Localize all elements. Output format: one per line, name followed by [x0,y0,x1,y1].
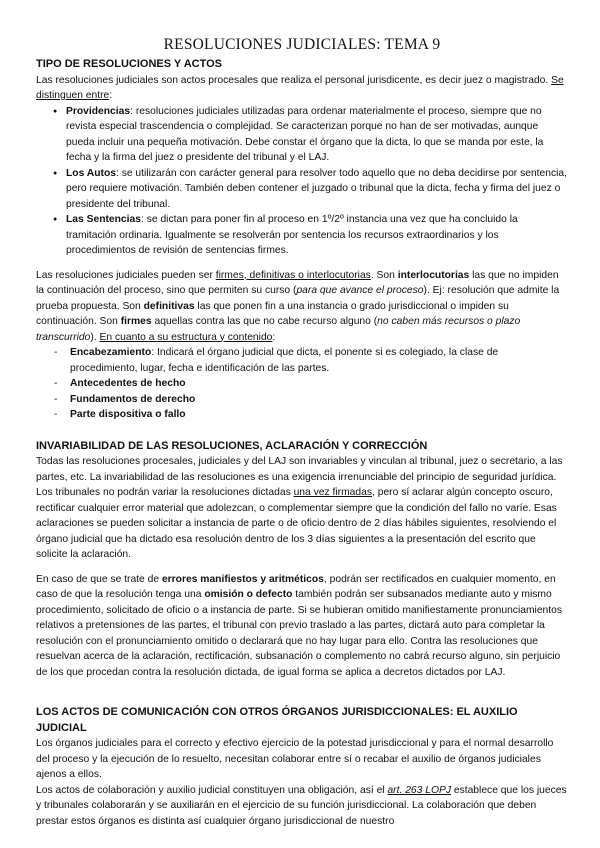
auxilio-paragraph-1: Los órganos judiciales para el correcto y efectivo ejercicio de la potestad jurisdiccional y para el normal desarrollo del proceso y la ejecución de lo resuelto, necesitan colaborar entre sí o recabar el auxilio de órganos judiciales ajenos a ellos. [36,738,554,780]
structure-list [36,345,568,423]
section-heading-tipos: TIPO DE RESOLUCIONES Y ACTOS [36,58,223,70]
law-reference-link[interactable]: art. 263 LOPJ [387,784,451,796]
intro-paragraph: Las resoluciones judiciales son actos procesales que realiza el personal jurisdicente, es decir juez o magistrado. Se distinguen entre: [36,74,564,101]
list-item: - Parte dispositiva o fallo [54,407,568,423]
page-title: RESOLUCIONES JUDICIALES: TEMA 9 [163,36,441,53]
document-page [36,36,568,829]
section-heading-auxilio: LOS ACTOS DE COMUNICACIÓN CON OTROS ÓRGANOS JURISDICCIONALES: EL AUXILIO JUDICIAL [36,706,518,734]
list-item: ● Los Autos: se utilizarán con carácter general para resolver todo aquello que no deba decidirse por sentencia, pero requiere motivación. También deben contener el juzgado o tribunal que la dicta, fecha y firma del juez o presidente del tribunal. [54,166,568,213]
errors-paragraph: En caso de que se trate de errores manifiestos y aritméticos, podrán ser rectificados en cualquier momento, en caso de que la resolución tenga una omisión o defecto también podrán ser subsanados mediante auto y mismo procedimiento, solicitado de oficio o a instancia de parte. Si se hubieran omitido manifiestamente pronunciamientos relativos a pretensiones de las partes, el tribunal con previo traslado a las partes, dictará auto para completar la resolución con el pronunciamiento omitido o declarará que no hay lugar para ello. Contra las resoluciones que resuelvan acerca de la aclaración, rectificación, subsanación o complemento no cabrá recurso alguno, sin perjuicio de los que procedan contra la resolución dictada, de igual forma se aplica a decretos dictados por LAJ. [36,573,563,678]
list-item: ● Providencias: resoluciones judiciales utilizadas para ordenar materialmente el proceso, siempre que no revista especial trascendencia o complejidad. Se caracterizan porque no han de ser motivadas, aunque pueda incluir una pequeña motivación. Debe constar el órgano que la dicta, lo que se manda por este, la fecha y la firma del juez o presidente del tribunal y el LAJ. [54,104,568,166]
list-item: ● Las Sentencias: se dictan para poner fin al proceso en 1º/2º instancia una vez que ha concluido la tramitación ordinaria. Igualmente se resolverán por sentencia los recursos extraordinarios y los procedimientos de revisión de sentencias firmes. [54,212,568,259]
classification-paragraph: Las resoluciones judiciales pueden ser firmes, definitivas o interlocutorias. Son interlocutorias las que no impiden la continuación del proceso, sino que permiten su curso (para que avance el proceso). Ej: resolución que admite la prueba propuesta. Son definitivas las que ponen fin a una instancia o grado jurisdiccional o impiden su continuación. Son firmes aquellas contra las que no cabe recurso alguno (no caben más recursos o plazo transcurrido). En cuanto a su estructura y contenido: [36,269,560,343]
auxilio-paragraph-2: Los actos de colaboración y auxilio judicial constituyen una obligación, así el art. 263 LOPJ establece que los jueces y tribunales colaborarán y se auxiliarán en el ejercicio de su función jurisdiccional. La colaboración que deben prestar estos órganos es distinta así cualquier órgano jurisdiccional de nuestro [36,784,567,827]
list-item: - Antecedentes de hecho [54,376,568,392]
section-heading-invariabilidad: INVARIABILIDAD DE LAS RESOLUCIONES, ACLARACIÓN Y CORRECCIÓN [36,439,428,452]
list-item: - Fundamentos de derecho [54,392,568,408]
resolution-types-list [36,104,568,259]
list-item: - Encabezamiento: Indicará el órgano judicial que dicta, el ponente si es colegiado, la clase de procedimiento, lugar, fecha e identificación de las partes. [54,345,568,376]
invariability-paragraph: Todas las resoluciones procesales, judiciales y del LAJ son invariables y vinculan al tribunal, juez o secretario, a las partes, etc. La invariabilidad de las resoluciones es una exigencia irrenunciable del principio de seguridad jurídica. Los tribunales no podrán variar la resoluciones dictadas una vez firmadas, pero sí aclarar algún concepto oscuro, rectificar cualquier error material que adolezcan, o complementar siempre que la condición del fallo no varíe. Esas aclaraciones se pueden solicitar a instancia de parte o de oficio dentro de 2 días hábiles siguientes, resolviendo el órgano judicial que ha dictado esa resolución dentro de los 3 días siguientes a la presentación del escrito que solicite la aclaración. [36,456,563,560]
